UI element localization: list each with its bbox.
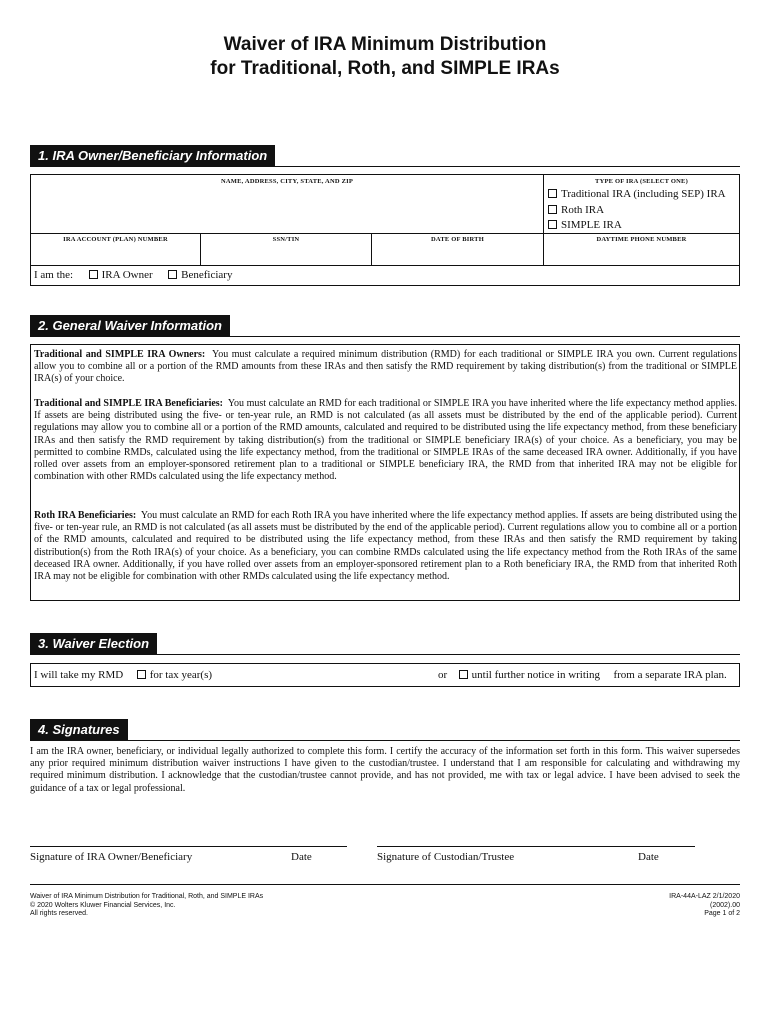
ira-type-header: TYPE OF IRA (SELECT ONE): [595, 178, 688, 185]
section1-heading: 1. IRA Owner/Beneficiary Information: [30, 145, 275, 167]
checkbox-icon[interactable]: [548, 220, 557, 229]
waiver-paragraph-beneficiaries: Traditional and SIMPLE IRA Beneficiaries: You must calculate an RMD for each traditional or SIMPLE IRA you have inherited where the life expectancy method applies. If assets are being distributed using the five- or ten-year rule, an RMD is not calculated (as all assets must be distributed by the end of the applicable period). Current regulations may allow you to combine all or a portion of the RMD amounts, calculated and required to be distributed using the life expectancy method, from these beneficiary IRAs and then satisfy the RMD requirement by taking distribution(s) from the traditional or SIMPLE beneficiary IRA(s) of your choice. As a beneficiary, you may be permitted to combine RMDs, calculated using the life expectancy method, from the traditional or SIMPLE IRAs of the same deceased IRA owner. Additionally, if you have rolled over assets from an employer-sponsored retirement plan to a traditional or SIMPLE beneficiary IRA, the RMD from that inherited IRA may not be eligible for combination with other RMDs calculated using the life expectancy method.: [34, 398, 738, 483]
owner-signature-label: Signature of IRA Owner/Beneficiary: [30, 851, 193, 863]
section2-heading: 2. General Waiver Information: [30, 315, 230, 337]
section3-heading: 3. Waiver Election: [30, 633, 157, 655]
footer-copyright: © 2020 Wolters Kluwer Financial Services, Inc.: [30, 901, 176, 909]
footer-right: [669, 893, 740, 919]
footer-left: [30, 893, 263, 919]
ssn-field[interactable]: [201, 233, 372, 265]
account-number-header: IRA ACCOUNT (PLAN) NUMBER: [63, 236, 168, 243]
waiver-paragraph-roth: Roth IRA Beneficiaries: You must calculate an RMD for each Roth IRA you have inherited where the life expectancy method applies. If assets are being distributed using the five- or ten-year rule, an RMD is not calculated (as all assets must be distributed by the end of the applicable period). Current regulations allow you to combine all or a portion of the RMD amounts, calculated and required to be distributed using the life expectancy method, from these IRAs and then satisfy the RMD requirement by taking distribution(s) from the Roth IRA(s) of your choice. As a beneficiary, you can combine RMDs calculated using the life expectancy method from the Roth IRAs of the same deceased IRA owner. Additionally, if you have rolled over assets from an employer-sponsored retirement plan to a Roth beneficiary IRA, the RMD from that inherited Roth IRA may not be eligible for combination with other RMDs calculated using the life expectancy method.: [34, 510, 737, 583]
checkbox-icon[interactable]: [168, 270, 177, 279]
paragraph-lead: Roth IRA Beneficiaries:: [34, 510, 137, 521]
section4-heading: 4. Signatures: [30, 719, 128, 741]
name-address-header: NAME, ADDRESS, CITY, STATE, AND ZIP: [220, 178, 354, 185]
owner-date-label: Date: [291, 851, 312, 863]
name-address-field[interactable]: [31, 175, 544, 233]
row-divider: [31, 265, 739, 266]
election-right: [438, 668, 727, 682]
section4-rule: [30, 740, 740, 741]
checkbox-icon[interactable]: [137, 670, 146, 679]
footer-rule: [30, 884, 740, 885]
paragraph-lead: Traditional and SIMPLE IRA Owners:: [34, 349, 206, 360]
iam-label: I am the:: [34, 269, 74, 281]
owner-signature-line[interactable]: [30, 846, 347, 847]
section3-rule: [30, 654, 740, 655]
ira-type-group: [544, 175, 739, 233]
election-option-until-notice[interactable]: until further notice in writing: [459, 669, 600, 681]
custodian-signature-line[interactable]: [377, 846, 695, 847]
election-tail: from a separate IRA plan.: [613, 669, 727, 681]
election-left: [34, 668, 212, 682]
footer-version: (2002).00: [710, 901, 740, 909]
checkbox-icon[interactable]: [548, 205, 557, 214]
account-number-field[interactable]: [31, 233, 201, 265]
phone-field[interactable]: [544, 233, 739, 265]
owner-info-box: [30, 174, 740, 286]
ssn-header: SSN/TIN: [272, 236, 300, 243]
iam-row: [34, 268, 232, 282]
paragraph-lead: Traditional and SIMPLE IRA Beneficiaries:: [34, 398, 224, 409]
phone-header: DAYTIME PHONE NUMBER: [596, 236, 687, 243]
waiver-paragraph-owners: Traditional and SIMPLE IRA Owners: You must calculate a required minimum distribution (RMD) for each traditional or SIMPLE IRA you own. Current regulations allow you to combine all or a portion of the RMD amounts from these IRAs and then satisfy the RMD requirement by taking distribution(s) from the traditional or SIMPLE IRA(s) of your choice.: [34, 349, 737, 385]
dob-field[interactable]: [372, 233, 544, 265]
form-title-line2: for Traditional, Roth, and SIMPLE IRAs: [210, 58, 560, 79]
election-lead: I will take my RMD: [34, 669, 124, 681]
form-title-line1: Waiver of IRA Minimum Distribution: [223, 34, 547, 55]
checkbox-icon[interactable]: [89, 270, 98, 279]
custodian-signature-label: Signature of Custodian/Trustee: [377, 851, 515, 863]
ira-type-option-roth[interactable]: Roth IRA: [548, 203, 604, 217]
footer-form-code: IRA-44A-LAZ 2/1/2020: [669, 893, 740, 900]
footer-page-number: Page 1 of 2: [704, 910, 740, 917]
ira-type-option-traditional[interactable]: Traditional IRA (including SEP) IRA: [548, 187, 726, 201]
checkbox-icon[interactable]: [548, 189, 557, 198]
iam-option-beneficiary[interactable]: Beneficiary: [168, 269, 232, 281]
footer-rights: All rights reserved.: [30, 910, 88, 917]
iam-option-owner[interactable]: IRA Owner: [89, 269, 153, 281]
ira-type-option-simple[interactable]: SIMPLE IRA: [548, 218, 622, 232]
checkbox-icon[interactable]: [459, 670, 468, 679]
custodian-date-label: Date: [638, 851, 659, 863]
section2-rule: [30, 336, 740, 337]
waiver-election-box: [30, 663, 740, 687]
dob-header: DATE OF BIRTH: [431, 236, 484, 243]
signature-certification-text: I am the IRA owner, beneficiary, or individual legally authorized to complete this form. I certify the accuracy of the information set forth in this form. This waiver supersedes any prior required minimum distribution waiver instructions I have given to the custodian/trustee. I understand that I am responsible for calculating and withdrawing my required minimum distribution. I acknowledge that the custodian/trustee cannot provide, and has not provided, me with tax or legal advice. I have been advised to seek the guidance of a tax or legal professional.: [30, 746, 740, 794]
section1-rule: [30, 166, 740, 167]
footer-form-name: Waiver of IRA Minimum Distribution for Traditional, Roth, and SIMPLE IRAs: [30, 893, 264, 900]
election-or: or: [438, 669, 448, 681]
election-option-tax-year[interactable]: for tax year(s): [137, 669, 212, 681]
